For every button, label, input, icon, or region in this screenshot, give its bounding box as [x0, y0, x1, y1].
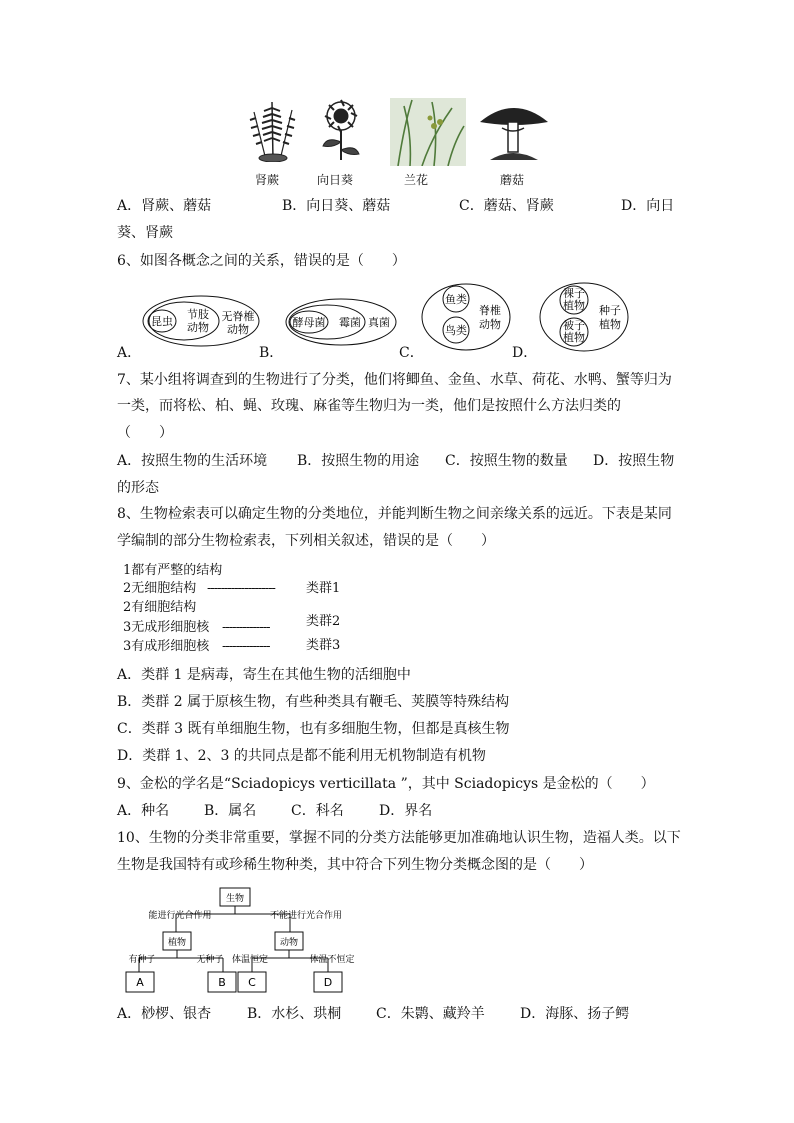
- q10-option-d[interactable]: D．海豚、扬子鳄: [520, 1006, 630, 1022]
- venn-diagram-c: [420, 282, 512, 352]
- q5-option-d-continued: 葵、肾蕨: [117, 225, 173, 241]
- key-step-3a: 3无成形细胞核: [123, 620, 210, 635]
- tree-root: 生物: [225, 894, 245, 904]
- q10-option-a[interactable]: A．桫椤、银杏: [117, 1006, 212, 1022]
- venn-b-fungi: 真菌: [368, 316, 390, 329]
- q8-option-d[interactable]: D．类群 1、2、3 的共同点是都不能利用无机物制造有机物: [117, 748, 486, 764]
- q9-option-d[interactable]: D．界名: [379, 803, 433, 819]
- q7-stem-line1: 7、某小组将调查到的生物进行了分类，他们将鲫鱼、金鱼、水草、荷花、水鸭、蟹等归为: [117, 372, 672, 388]
- venn-b-mold: 霉菌: [339, 316, 361, 329]
- venn-b-yeast: 酵母菌: [292, 316, 326, 329]
- q9-option-c[interactable]: C．科名: [291, 803, 344, 819]
- q6-option-a-label[interactable]: A．: [117, 345, 142, 361]
- venn-d-gymno-1: 裸子: [563, 287, 585, 300]
- venn-a-invertebrate-1: 无脊椎: [221, 310, 255, 323]
- key-group-2: 类群2: [306, 614, 341, 629]
- q10-stem-line2: 生物是我国特有或珍稀生物种类，其中符合下列生物分类概念图的是（ ）: [117, 857, 593, 873]
- tree-plant: 植物: [167, 938, 187, 948]
- tree-has-seed: 有种子: [128, 955, 156, 965]
- q10-option-b[interactable]: B．水杉、珙桐: [247, 1006, 342, 1022]
- q7-option-a[interactable]: A．按照生物的生活环境: [117, 453, 268, 469]
- venn-a-insect: 昆虫: [151, 315, 173, 328]
- q10-option-c[interactable]: C．朱鹮、藏羚羊: [376, 1006, 485, 1022]
- tree-photosynthesis-no: 不能进行光合作用: [269, 911, 343, 921]
- q7-option-b[interactable]: B．按照生物的用途: [297, 453, 420, 469]
- venn-diagram-b: [283, 296, 401, 348]
- venn-a-invertebrate-2: 动物: [227, 323, 249, 336]
- tree-box-a: A: [136, 976, 144, 989]
- venn-diagram-a: [140, 292, 266, 350]
- q8-option-b[interactable]: B．类群 2 属于原核生物，有些种类具有鞭毛、荚膜等特殊结构: [117, 694, 510, 710]
- venn-d-angio-1: 被子: [563, 319, 585, 332]
- orchid-caption: 兰花: [403, 173, 428, 187]
- key-step-3b: 3有成形细胞核: [123, 639, 210, 654]
- mushroom-image: [476, 98, 552, 164]
- q5-option-b[interactable]: B．向日葵、蘑菇: [282, 198, 391, 214]
- q8-option-c[interactable]: C．类群 3 既有单细胞生物，也有多细胞生物，但都是真核生物: [117, 721, 510, 737]
- venn-d-seed-2: 植物: [599, 318, 621, 331]
- venn-d-angio-2: 植物: [563, 331, 585, 344]
- fern-image: [244, 98, 302, 162]
- sunflower-image: [316, 98, 366, 162]
- q8-stem-line2: 学编制的部分生物检索表，下列相关叙述，错误的是（ ）: [117, 533, 495, 549]
- q6-option-d-label[interactable]: D．: [512, 345, 538, 361]
- q5-option-d[interactable]: D．向日: [621, 198, 675, 214]
- q5-option-c[interactable]: C．蘑菇、肾蕨: [459, 198, 554, 214]
- fern-caption: 肾蕨: [254, 173, 279, 187]
- q6-stem: 6、如图各概念之间的关系，错误的是（ ）: [117, 253, 406, 269]
- q5-option-a[interactable]: A．肾蕨、蘑菇: [117, 198, 212, 214]
- venn-c-fish: 鱼类: [445, 293, 467, 306]
- venn-c-birds: 鸟类: [445, 324, 467, 337]
- orchid-image: [390, 98, 466, 166]
- q9-stem: 9、金松的学名是“Sciadopicys verticillata ”，其中 Sciadopicys 是金松的（ ）: [117, 776, 655, 792]
- q7-option-d[interactable]: D．按照生物: [593, 453, 675, 469]
- venn-diagram-d: [538, 280, 630, 354]
- tree-box-b: B: [218, 976, 226, 989]
- key-step-1: 1都有严整的结构: [123, 563, 223, 578]
- tree-no-seed: 无种子: [196, 955, 224, 965]
- key-group-1: 类群1: [306, 581, 341, 596]
- q7-stem-line3: （ ）: [117, 425, 173, 441]
- q9-option-b[interactable]: B．属名: [204, 803, 257, 819]
- tree-temp-variable: 体温不恒定: [309, 955, 355, 965]
- q7-option-c[interactable]: C．按照生物的数量: [445, 453, 568, 469]
- tree-box-c: C: [248, 976, 256, 989]
- key-dashes-1: ‐‐‐‐‐‐‐‐‐‐‐‐‐‐‐‐‐‐‐‐: [207, 581, 275, 596]
- q8-option-a[interactable]: A．类群 1 是病毒，寄生在其他生物的活细胞中: [117, 667, 411, 683]
- venn-c-vertebrate-2: 动物: [479, 318, 501, 331]
- key-dashes-2: ‐‐‐‐‐‐‐‐‐‐‐‐‐‐: [222, 620, 270, 635]
- q6-option-b-label[interactable]: B．: [259, 345, 284, 361]
- tree-photosynthesis-yes: 能进行光合作用: [148, 911, 212, 921]
- mushroom-caption: 蘑菇: [499, 173, 524, 187]
- q9-option-a[interactable]: A．种名: [117, 803, 170, 819]
- key-group-3: 类群3: [306, 638, 341, 653]
- tree-box-d: D: [323, 976, 333, 989]
- q6-option-c-label[interactable]: C．: [399, 345, 424, 361]
- venn-a-arthropod-2: 动物: [187, 321, 209, 334]
- key-step-2a: 2无细胞结构: [123, 581, 197, 596]
- venn-d-gymno-2: 植物: [563, 299, 585, 312]
- key-dashes-3: ‐‐‐‐‐‐‐‐‐‐‐‐‐‐: [222, 639, 270, 654]
- tree-animal: 动物: [279, 938, 299, 948]
- sunflower-caption: 向日葵: [316, 173, 353, 187]
- q8-stem-line1: 8、生物检索表可以确定生物的分类地位，并能判断生物之间亲缘关系的远近。下表是某同: [117, 506, 672, 522]
- classification-tree-diagram: [118, 884, 368, 999]
- q10-stem-line1: 10、生物的分类非常重要，掌握不同的分类方法能够更加准确地认识生物，造福人类。以下: [117, 830, 681, 846]
- venn-c-vertebrate-1: 脊椎: [479, 304, 501, 317]
- q7-option-d-continued: 的形态: [117, 480, 159, 496]
- key-step-2b: 2有细胞结构: [123, 600, 197, 615]
- tree-temp-constant: 体温恒定: [231, 955, 269, 965]
- venn-d-seed-1: 种子: [599, 304, 621, 317]
- venn-a-arthropod-1: 节肢: [187, 308, 209, 321]
- q7-stem-line2: 一类，而将松、柏、蝇、玫瑰、麻雀等生物归为一类，他们是按照什么方法归类的: [117, 398, 621, 414]
